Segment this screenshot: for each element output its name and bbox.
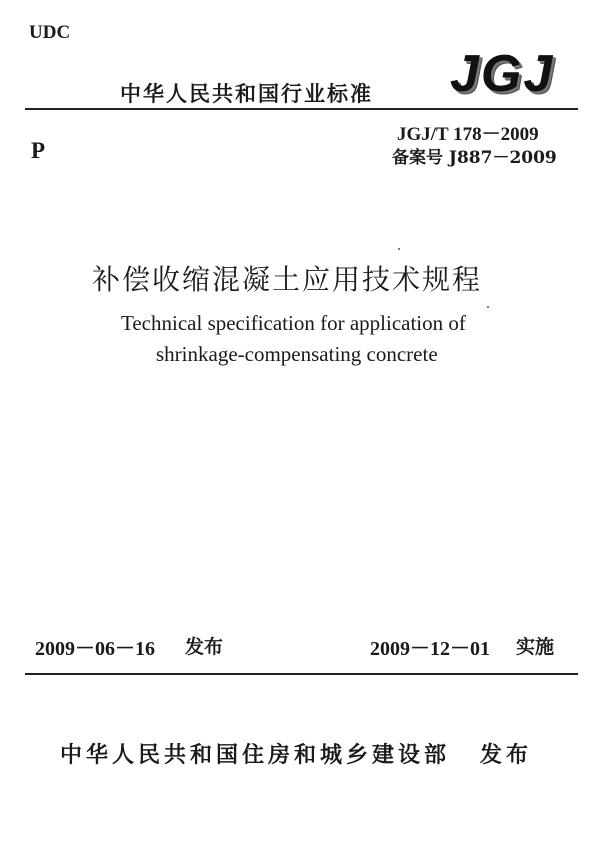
industry-standard-heading: 中华人民共和国行业标准 — [120, 82, 373, 106]
publisher-name: 中华人民共和国住房和城乡建设部 — [60, 743, 451, 768]
effective-date: 2009－12－01 — [370, 638, 490, 660]
classification-code: P — [31, 138, 46, 163]
document-title-english-line2: shrinkage-compensating concrete — [156, 342, 438, 366]
issue-date: 2009－06－16 — [35, 638, 155, 660]
print-speck — [398, 248, 400, 250]
publish-label: 发布 — [480, 743, 533, 768]
record-number: 备案号 J887－2009 — [392, 148, 557, 168]
print-speck — [487, 306, 489, 308]
top-divider — [25, 108, 578, 110]
udc-label: UDC — [29, 22, 71, 43]
bottom-divider — [25, 673, 578, 675]
effective-label: 实施 — [516, 636, 555, 658]
document-title-chinese: 补偿收缩混凝土应用技术规程 — [92, 263, 483, 296]
issue-label: 发布 — [185, 636, 224, 658]
document-title-english-line1: Technical specification for application of — [121, 311, 466, 335]
standard-number: JGJ/T 178－2009 — [397, 124, 539, 145]
jgj-logo: JGJ — [450, 45, 555, 103]
